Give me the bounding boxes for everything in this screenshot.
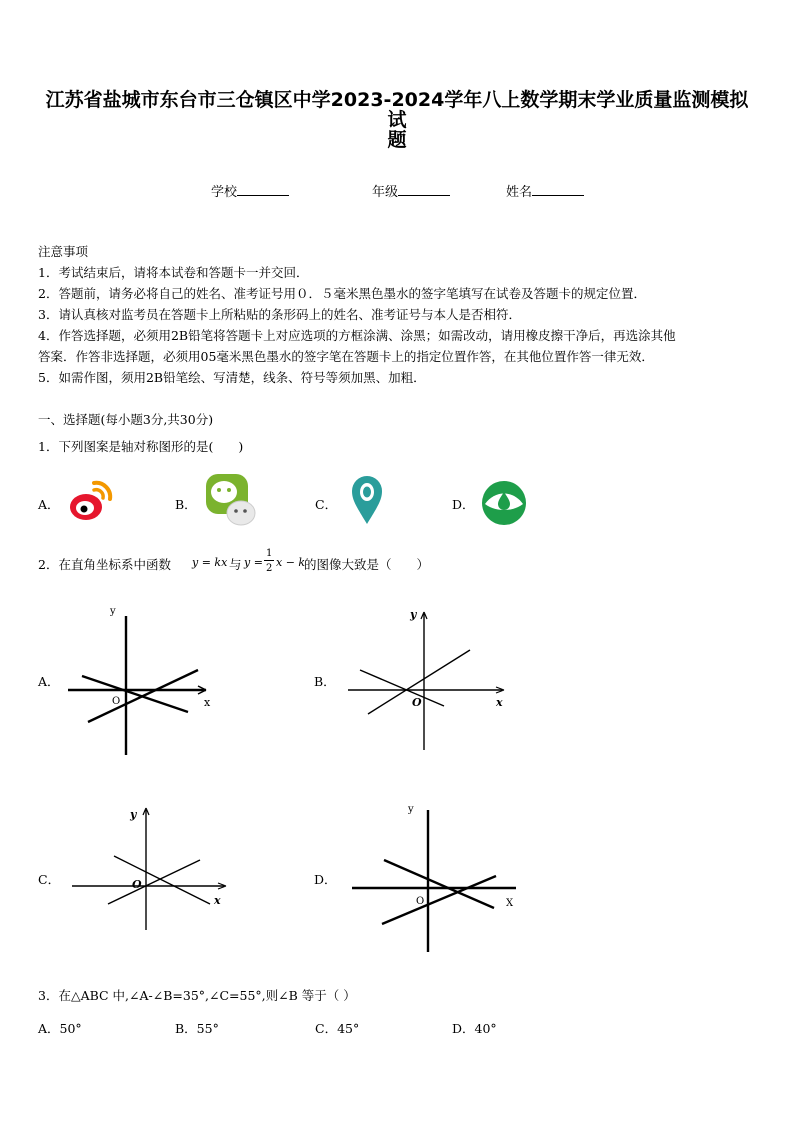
- weibo-logo-icon[interactable]: [66, 477, 114, 525]
- notice-heading: 注意事项: [38, 244, 89, 259]
- q3-option-a[interactable]: A．50°: [38, 1021, 82, 1036]
- graph-line: [108, 860, 200, 904]
- q3-option-d[interactable]: D．40°: [452, 1021, 497, 1036]
- q2-function-1: y = kx: [192, 556, 228, 569]
- q1-option-d-label: D．: [452, 497, 475, 512]
- q2-option-b-label: B．: [314, 674, 336, 689]
- question-1-stem: 1．下列图案是轴对称图形的是( ): [38, 439, 244, 454]
- name-label: 姓名: [506, 185, 533, 200]
- origin-label: O: [412, 696, 422, 709]
- graph-line: [114, 856, 210, 904]
- notice-item: 5．如需作图，须用2B铅笔绘、写清楚，线条、符号等须加黑、加粗．: [38, 370, 426, 385]
- q2-function-2-right: x − k: [276, 556, 306, 569]
- q1-option-b-label: B．: [175, 497, 197, 512]
- q2-function-2-left: y =: [244, 556, 263, 569]
- question-3-stem: 3．在△ABC 中,∠A-∠B=35°,∠C=55°,则∠B 等于（ ）: [38, 988, 356, 1003]
- notice-item: 4．作答选择题，必须用2B铅笔将答题卡上对应选项的方框涂满、涂黑；如需改动，请用橡皮擦干净后，再选涂其他: [38, 328, 676, 343]
- notice-item: 2．答题前，请务必将自己的姓名、准考证号用０．５毫米黑色墨水的签字笔填写在试卷及答题卡的规定位置．: [38, 286, 646, 301]
- q2-option-d-label: D．: [314, 872, 337, 887]
- location-pin-icon[interactable]: [350, 474, 384, 526]
- q2-fraction-denominator: 2: [266, 563, 273, 574]
- document-title: 江苏省盐城市东台市三仓镇区中学2023-2024学年八上数学期末学业质量监测模拟试: [45, 89, 749, 131]
- question-2-stem: [38, 557, 171, 573]
- q2-stem-mid: 与: [229, 557, 242, 572]
- school-field[interactable]: [211, 181, 289, 200]
- water-drop-eye-icon[interactable]: [481, 480, 527, 526]
- x-axis-label: x: [496, 696, 503, 709]
- q2-graph-b[interactable]: [340, 600, 520, 760]
- q2-graph-c[interactable]: [64, 800, 234, 940]
- section-heading: 一、选择题(每小题3分,共30分): [38, 412, 214, 427]
- notice-item: 3．请认真核对监考员在答题卡上所粘贴的条形码上的姓名、准考证号与本人是否相符．: [38, 307, 521, 322]
- graph-line: [360, 670, 444, 706]
- name-blank[interactable]: [532, 183, 584, 196]
- q1-option-c-label: C．: [315, 497, 338, 512]
- x-axis-label: X: [506, 898, 514, 909]
- origin-label: O: [112, 696, 121, 707]
- q2-option-a-label: A．: [38, 674, 60, 689]
- q2-fraction-bar: [264, 560, 274, 561]
- y-axis-label: y: [130, 808, 137, 821]
- y-axis-label: y: [110, 606, 116, 617]
- notice-item: 答案．作答非选择题，必须用05毫米黑色墨水的签字笔在答题卡上的指定位置作答，在其他位置作答一律无效．: [38, 349, 654, 364]
- q2-option-c-label: C．: [38, 872, 61, 887]
- y-axis-label: y: [410, 608, 417, 621]
- x-axis-label: x: [214, 894, 221, 907]
- y-axis-label: y: [408, 804, 414, 815]
- q3-option-c[interactable]: C．45°: [315, 1021, 360, 1036]
- q2-fraction-numerator: 1: [266, 548, 273, 559]
- q3-option-b[interactable]: B．55°: [175, 1021, 219, 1036]
- name-field[interactable]: [506, 181, 584, 200]
- grade-field[interactable]: [372, 181, 450, 200]
- q2-stem-suffix: 的图像大致是（ ）: [304, 557, 430, 572]
- grade-blank[interactable]: [398, 183, 450, 196]
- wechat-logo-icon[interactable]: [204, 472, 260, 530]
- q1-option-a-label: A．: [38, 497, 60, 512]
- x-axis-label: x: [204, 696, 211, 709]
- school-label: 学校: [211, 185, 238, 200]
- notice-item: 1．考试结束后，请将本试卷和答题卡一并交回．: [38, 265, 309, 280]
- q2-graph-a[interactable]: [60, 600, 230, 760]
- q2-stem-prefix: 2．在直角坐标系中函数: [38, 557, 171, 572]
- origin-label: O: [416, 896, 425, 907]
- grade-label: 年级: [372, 185, 399, 200]
- q2-graph-d[interactable]: [346, 798, 526, 958]
- origin-label: O: [132, 878, 142, 891]
- school-blank[interactable]: [237, 183, 289, 196]
- document-title-line2: 题: [387, 129, 407, 151]
